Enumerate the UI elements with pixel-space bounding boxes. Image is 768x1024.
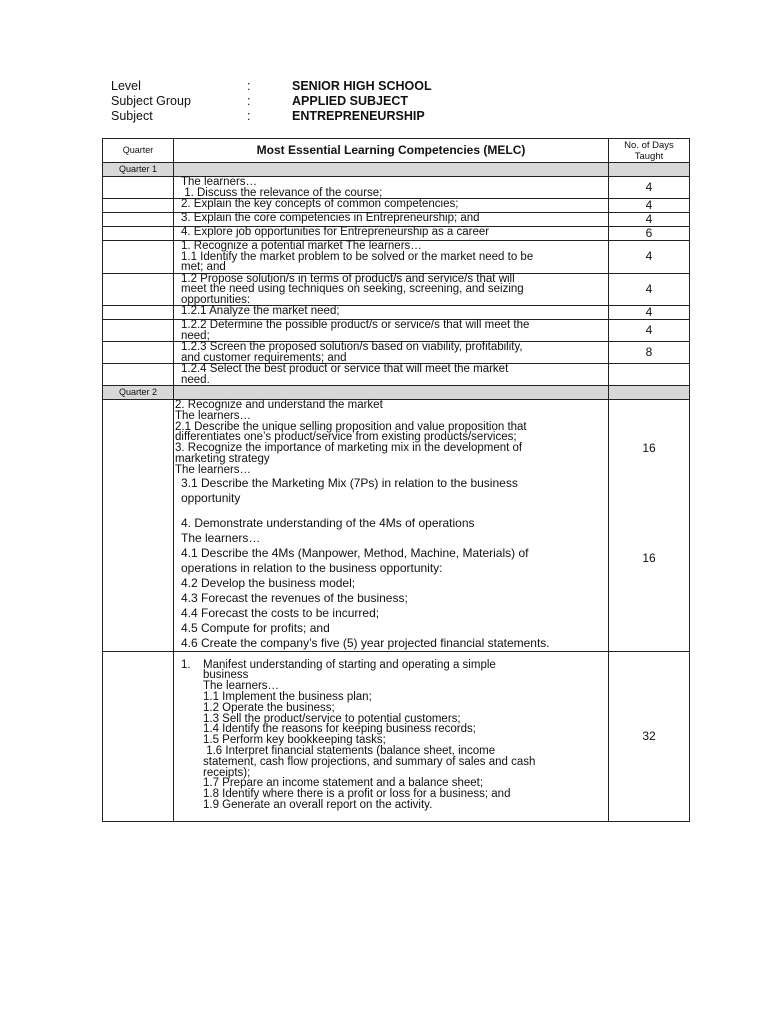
quarter-cell-empty — [103, 227, 174, 241]
days-column-header — [609, 139, 690, 163]
q3-days-cell: 32 — [609, 651, 690, 821]
days-cell: 8 — [609, 342, 690, 364]
table-row — [103, 320, 690, 342]
competency-line: 4. Explore job opportunities for Entrepreneurship as a career — [181, 226, 490, 238]
subject-group-colon: : — [247, 94, 251, 108]
quarter-cell-empty — [103, 364, 174, 386]
level-value: SENIOR HIGH SCHOOL — [292, 79, 432, 93]
competency-cell — [174, 241, 609, 274]
level-colon: : — [247, 79, 251, 93]
competency-cell — [174, 199, 609, 213]
competency-line: need; — [181, 329, 210, 342]
melc-table — [102, 138, 690, 822]
competency-line: 1.2.4 Select the best product or service that will meet the market — [181, 363, 509, 375]
competency-line: 1. Recognize a potential market The learners… — [181, 240, 422, 252]
competency-cell — [174, 364, 609, 386]
quarter-cell-empty — [103, 342, 174, 364]
days-header-line2: Taught — [634, 150, 664, 162]
competency-cell — [174, 320, 609, 342]
subject-value: ENTREPRENEURSHIP — [292, 109, 425, 123]
competency-cell — [174, 213, 609, 227]
competency-line: 2. Explain the key concepts of common competencies; — [181, 198, 459, 210]
competency-cell — [174, 306, 609, 320]
competency-line: 1.3 Sell the product/service to potential customers; — [203, 712, 461, 725]
q2-days-b: 16 — [642, 551, 656, 565]
table-row — [103, 177, 690, 199]
quarter-cell-empty — [103, 213, 174, 227]
competency-line: 1.4 Identify the reasons for keeping business records; — [203, 723, 476, 736]
days-cell: 4 — [609, 213, 690, 227]
q3-lines — [181, 681, 608, 811]
table-row — [103, 306, 690, 320]
quarter1-label: Quarter 1 — [103, 163, 174, 177]
competency-line: 4.1 Describe the 4Ms (Manpower, Method, Machine, Materials) of — [181, 545, 529, 560]
melc-column-header: Most Essential Learning Competencies (MELC) — [174, 139, 609, 163]
quarter1-row — [103, 163, 690, 177]
competency-line: and customer requirements; and — [181, 351, 347, 364]
days-cell: 4 — [609, 199, 690, 213]
quarter-cell-empty — [103, 273, 174, 306]
competency-line: 2.1 Describe the unique selling proposition and value proposition that — [175, 420, 527, 433]
competency-cell — [174, 177, 609, 199]
quarter-cell-empty — [103, 320, 174, 342]
competency-line: statement, cash flow projections, and summary of sales and cash — [203, 755, 536, 768]
competency-line: opportunity — [181, 490, 241, 505]
table-row — [103, 213, 690, 227]
competency-line: differentiates one’s product/service from existing products/services; — [175, 431, 517, 444]
q3-melc-cell — [174, 651, 609, 821]
table-row — [103, 199, 690, 213]
subject-label: Subject — [111, 109, 153, 123]
subject-group-value: APPLIED SUBJECT — [292, 94, 408, 108]
table-row — [103, 241, 690, 274]
competency-line: 1.2.1 Analyze the market need; — [181, 305, 340, 317]
quarter2-content-row — [103, 400, 690, 652]
quarter-cell-empty — [103, 241, 174, 274]
competency-cell — [174, 273, 609, 306]
competency-line: The learners… — [175, 463, 252, 476]
quarter2-label: Quarter 2 — [103, 386, 174, 400]
days-cell: 4 — [609, 241, 690, 274]
competency-line: 3. Recognize the importance of marketing mix in the development of — [175, 442, 523, 455]
quarter2-row — [103, 386, 690, 400]
q3-heading-num: 1. — [181, 658, 191, 671]
days-cell: 4 — [609, 320, 690, 342]
subject-group-label: Subject Group — [111, 94, 191, 108]
competency-line: 1.1 Implement the business plan; — [203, 690, 372, 703]
competency-line: 1. Discuss the relevance of the course; — [181, 186, 383, 199]
table-row — [103, 227, 690, 241]
competency-line: 2. Recognize and understand the market — [175, 399, 383, 411]
quarter1-body — [103, 177, 690, 386]
competency-line: 3.1 Describe the Marketing Mix (7Ps) in relation to the business — [181, 475, 518, 490]
days-cell: 4 — [609, 306, 690, 320]
competency-line: 1.8 Identify where there is a profit or loss for a business; and — [203, 788, 511, 801]
competency-line: 1.2.2 Determine the possible product/s or service/s that will meet the — [181, 319, 530, 331]
competency-line: The learners… — [181, 176, 258, 188]
competency-line: 4.5 Compute for profits; and — [181, 620, 330, 635]
days-header-line1: No. of Days — [624, 139, 674, 151]
competency-line: 1.2.3 Screen the proposed solution/s based on viability, profitability, — [181, 341, 523, 353]
competency-line: marketing strategy — [175, 452, 270, 465]
quarter-column-header: Quarter — [103, 139, 174, 163]
competency-line: Manifest understanding of starting and operating a simple — [203, 658, 496, 671]
quarter3-content-row — [103, 651, 690, 821]
competency-line: 1.2 Propose solution/s in terms of product/s and service/s that will — [181, 272, 515, 285]
subject-colon: : — [247, 109, 251, 123]
q2-melc-cell — [174, 400, 609, 652]
quarter-cell-empty — [103, 651, 174, 821]
days-cell: 4 — [609, 273, 690, 306]
quarter-cell-empty — [103, 177, 174, 199]
competency-line: business — [203, 669, 249, 682]
q3-heading-text — [203, 660, 496, 682]
competency-line: receipts); — [203, 766, 251, 779]
competency-line: The learners… — [175, 409, 252, 422]
competency-line: need. — [181, 373, 210, 386]
table-row — [103, 273, 690, 306]
competency-line: operations in relation to the business opportunity: — [181, 560, 443, 575]
days-cell — [609, 364, 690, 386]
competency-line: 3. Explain the core competencies in Entrepreneurship; and — [181, 212, 480, 224]
competency-cell — [174, 342, 609, 364]
competency-line: 1.6 Interpret financial statements (balance sheet, income — [203, 744, 496, 757]
competency-line: The learners… — [203, 680, 280, 693]
q2-days-a: 16 — [642, 441, 656, 455]
competency-line: 1.1 Identify the market problem to be solved or the market need to be — [181, 250, 534, 263]
days-cell: 6 — [609, 227, 690, 241]
competency-line: 1.2 Operate the business; — [203, 701, 335, 714]
q2-block-a — [174, 400, 608, 476]
q2-days-cell — [609, 400, 690, 652]
competency-line: meet the need using techniques on seeking, screening, and seizing — [181, 283, 524, 295]
table-row — [103, 364, 690, 386]
competency-line — [181, 506, 608, 516]
competency-line: met; and — [181, 261, 226, 273]
competency-line: opportunities: — [181, 293, 251, 306]
competency-line: 4.3 Forecast the revenues of the business; — [181, 590, 408, 605]
level-label: Level — [111, 79, 141, 93]
competency-line: 1.9 Generate an overall report on the activity. — [203, 798, 433, 811]
quarter-cell-empty — [103, 400, 174, 652]
competency-line: 4. Demonstrate understanding of the 4Ms of operations — [181, 515, 475, 530]
q3-heading — [181, 660, 608, 682]
quarter-cell-empty — [103, 199, 174, 213]
competency-line: 4.2 Develop the business model; — [181, 575, 356, 590]
competency-line: 4.6 Create the company’s five (5) year projected financial statements. — [181, 635, 550, 650]
competency-line: 1.7 Prepare an income statement and a balance sheet; — [203, 777, 484, 790]
q2-block-b — [174, 476, 608, 651]
days-cell: 4 — [609, 177, 690, 199]
quarter-cell-empty — [103, 306, 174, 320]
table-row — [103, 342, 690, 364]
competency-cell — [174, 227, 609, 241]
competency-line: 1.5 Perform key bookkeeping tasks; — [203, 734, 386, 747]
table-header-row — [103, 139, 690, 163]
competency-line: The learners… — [181, 530, 261, 545]
competency-line: 4.4 Forecast the costs to be incurred; — [181, 605, 380, 620]
